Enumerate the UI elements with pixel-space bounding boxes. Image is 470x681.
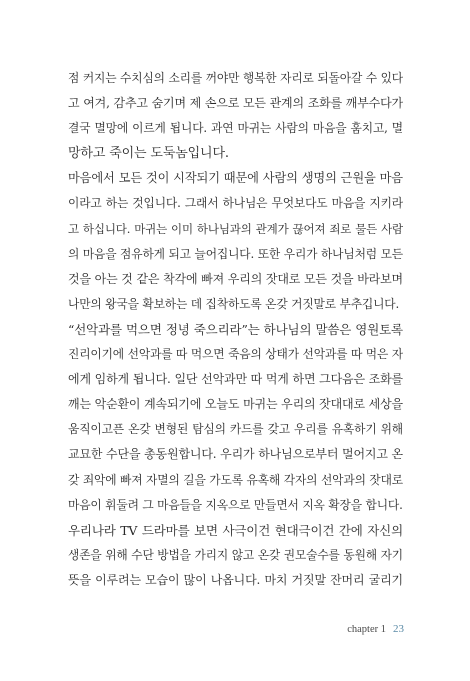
text-line: 의 마음을 점유하게 되고 늘어집니다. 또한 우리가 하나님처럼 모든: [68, 246, 403, 261]
text-line: 갖 죄악에 빠져 자멸의 길을 가도록 유혹해 각자의 선악과의 잣대로: [68, 472, 403, 487]
paragraph-1: [68, 66, 403, 166]
text-line: 것을 아는 것 같은 착각에 빠져 우리의 잣대로 모든 것을 바라보며: [68, 271, 403, 286]
text-line: 망하고 죽이는 도둑놈입니다.: [68, 146, 229, 162]
chapter-label: chapter 1: [347, 624, 386, 635]
text-line: 진리이기에 선악과를 따 먹으면 죽음의 상태가 선악과를 따 먹은 자: [68, 347, 403, 362]
text-line: 결국 멸망에 이르게 됩니다. 과연 마귀는 사람의 마음을 훔치고, 멸: [68, 121, 403, 136]
body-text: [68, 66, 403, 593]
text-line: 우리나라 TV 드라마를 보면 사극이건 현대극이건 간에 자신의: [68, 522, 403, 538]
text-line: 이라고 하는 것입니다. 그래서 하나님은 무엇보다도 마음을 지키라: [68, 196, 403, 211]
text-line: 생존을 위해 수단 방법을 가리지 않고 온갖 권모술수를 동원해 자기: [68, 547, 403, 562]
page-number: 23: [393, 623, 404, 635]
text-line: 교묘한 수단을 총동원합니다. 우리가 하나님으로부터 멀어지고 온: [68, 447, 403, 462]
text-line: 고 여겨, 감추고 숨기며 제 손으로 모든 관계의 조화를 깨부수다가: [68, 96, 403, 111]
text-line: 에게 임하게 됩니다. 일단 선악과만 따 먹게 하면 그다음은 조화를: [68, 372, 403, 387]
paragraph-4: [68, 518, 403, 593]
page-footer: [0, 623, 404, 635]
text-line: 움직이고픈 온갖 변형된 탐심의 카드를 갖고 우리를 유혹하기 위해: [68, 422, 403, 437]
text-line: 마음에서 모든 것이 시작되기 때문에 사람의 생명의 근원을 마음: [68, 171, 403, 186]
text-line: 깨는 악순환이 계속되기에 오늘도 마귀는 우리의 잣대대로 세상을: [68, 397, 403, 412]
text-line: “선악과를 먹으면 정녕 죽으리라”는 하나님의 말씀은 영원토록: [68, 321, 403, 337]
text-line: 고 하십니다. 마귀는 이미 하나님과의 관계가 끊어져 죄로 물든 사람: [68, 221, 403, 236]
text-line: 점 커지는 수치심의 소리를 꺼야만 행복한 자리로 되돌아갈 수 있다: [68, 71, 403, 85]
paragraph-2: [68, 166, 403, 317]
text-line: 뜻을 이루려는 모습이 많이 나옵니다. 마치 거짓말 잔머리 굴리기: [68, 572, 403, 587]
text-line: 마음이 휘둘려 그 마음들을 지옥으로 만들면서 지옥 확장을 합니다.: [68, 497, 403, 512]
paragraph-3: [68, 317, 403, 518]
text-line: 나만의 왕국을 확보하는 데 집착하도록 온갖 거짓말로 부추깁니다.: [68, 296, 400, 311]
